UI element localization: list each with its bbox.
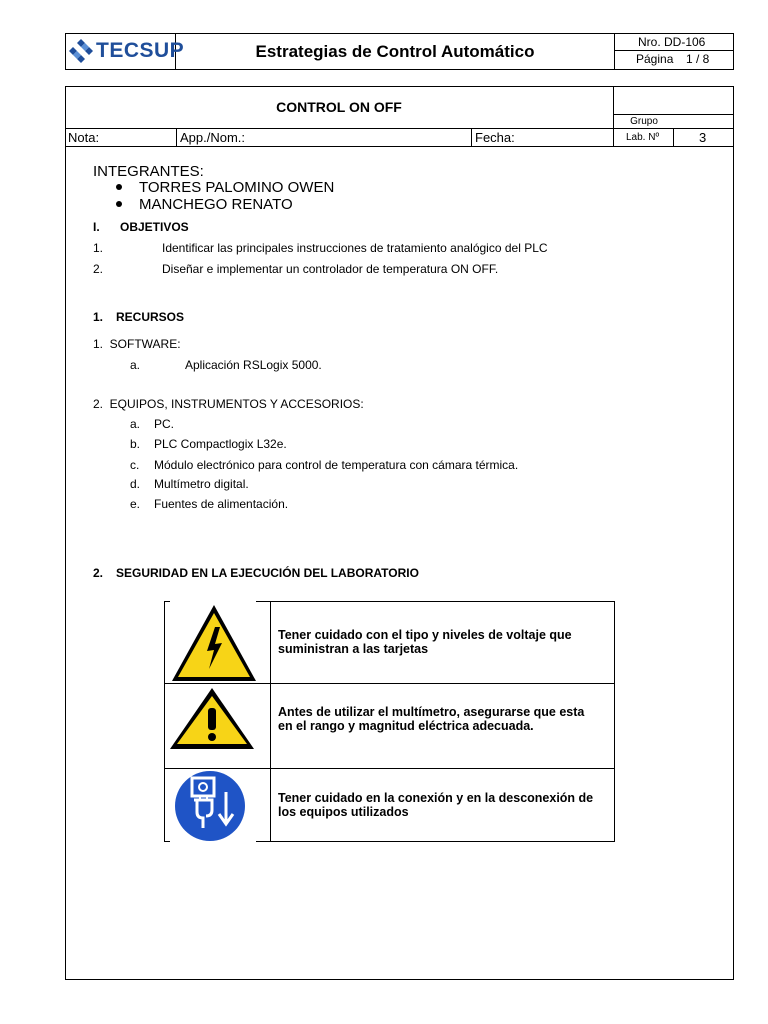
equipo-text: Fuentes de alimentación. (154, 497, 289, 511)
exclamation-warning-icon (168, 686, 256, 752)
table-right-line (614, 601, 615, 842)
equipo-letter: b. (130, 437, 141, 451)
software-item-text: Aplicación RSLogix 5000. (185, 358, 322, 372)
app-nom-label: App./Nom.: (180, 130, 246, 145)
member-name: MANCHEGO RENATO (139, 196, 293, 213)
safety-text-line: Antes de utilizar el multímetro, asegurarse que esta (278, 705, 585, 719)
seguridad-number: 2. (93, 566, 104, 580)
equipos-label: 2. EQUIPOS, INSTRUMENTOS Y ACCESORIOS: (93, 397, 364, 411)
table-left-line (164, 601, 165, 842)
grupo-label: Grupo (630, 116, 658, 127)
objetivo-num: 2. (93, 262, 104, 276)
member-item (116, 179, 334, 196)
app-vertical-line (176, 128, 177, 147)
recursos-heading: RECURSOS (116, 310, 185, 324)
integrantes-heading: INTEGRANTES: (93, 163, 204, 180)
safety-text (278, 628, 608, 656)
fecha-vertical-line (471, 128, 472, 147)
bullet-icon (116, 201, 122, 207)
software-item-letter: a. (130, 358, 141, 372)
doc-number: Nro. DD-106 (638, 35, 706, 49)
table-top-line (256, 601, 615, 602)
objetivo-num: 1. (93, 241, 104, 255)
objetivos-number: I. (93, 220, 100, 234)
tecsup-logo-icon (68, 38, 94, 64)
lab-header-bottom-line (65, 128, 734, 129)
equipo-letter: a. (130, 417, 141, 431)
lab-title: CONTROL ON OFF (276, 99, 402, 115)
safety-text-line: suministran a las tarjetas (278, 642, 429, 656)
safety-text (278, 705, 608, 733)
safety-text-line: en el rango y magnitud eléctrica adecuada. (278, 719, 534, 733)
table-row-divider (164, 683, 615, 684)
info-row-bottom-line (65, 146, 734, 147)
lab-value-vertical-line (673, 128, 674, 147)
high-voltage-warning-icon (170, 603, 258, 683)
header-divider-3 (614, 50, 734, 51)
equipo-letter: c. (130, 458, 140, 472)
header-divider-2 (614, 33, 615, 70)
fecha-label: Fecha: (475, 130, 515, 145)
equipo-text: Multímetro digital. (154, 477, 249, 491)
equipo-letter: e. (130, 497, 141, 511)
recursos-number: 1. (93, 310, 104, 324)
safety-text (278, 791, 608, 819)
grupo-mid-line (613, 114, 734, 115)
software-label: 1. SOFTWARE: (93, 337, 181, 351)
table-middle-line (270, 601, 271, 842)
lab-number-label: Lab. Nº (626, 132, 660, 143)
member-name: TORRES PALOMINO OWEN (139, 179, 335, 196)
course-title: Estrategias de Control Automático (255, 42, 535, 61)
lab-number-value: 3 (699, 130, 707, 145)
logo-text: TECSUP (96, 39, 185, 62)
table-bottom-line (256, 841, 615, 842)
equipo-text: PLC Compactlogix L32e. (154, 437, 287, 451)
safety-text-line: Tener cuidado en la conexión y en la desconexión de (278, 791, 594, 805)
safety-text-line: Tener cuidado con el tipo y niveles de voltaje que (278, 628, 572, 642)
equipo-text: Módulo electrónico para control de temperatura con cámara térmica. (154, 458, 519, 472)
objetivo-text: Diseñar e implementar un controlador de temperatura ON OFF. (162, 262, 499, 276)
equipo-letter: d. (130, 477, 141, 491)
page-label: Página (636, 52, 674, 66)
bullet-icon (116, 184, 122, 190)
objetivos-heading: OBJETIVOS (120, 220, 189, 234)
nota-label: Nota: (68, 130, 100, 145)
safety-text-line: los equipos utilizados (278, 805, 409, 819)
unplug-equipment-icon (170, 768, 250, 844)
equipo-text: PC. (154, 417, 175, 431)
objetivo-text: Identificar las principales instrucciones de tratamiento analógico del PLC (162, 241, 548, 255)
tecsup-logo (68, 36, 185, 66)
table-left-top-tick (164, 601, 170, 602)
page-value: 1 / 8 (686, 52, 710, 66)
member-item (116, 196, 293, 213)
seguridad-heading: SEGURIDAD EN LA EJECUCIÓN DEL LABORATORIO (116, 566, 419, 580)
